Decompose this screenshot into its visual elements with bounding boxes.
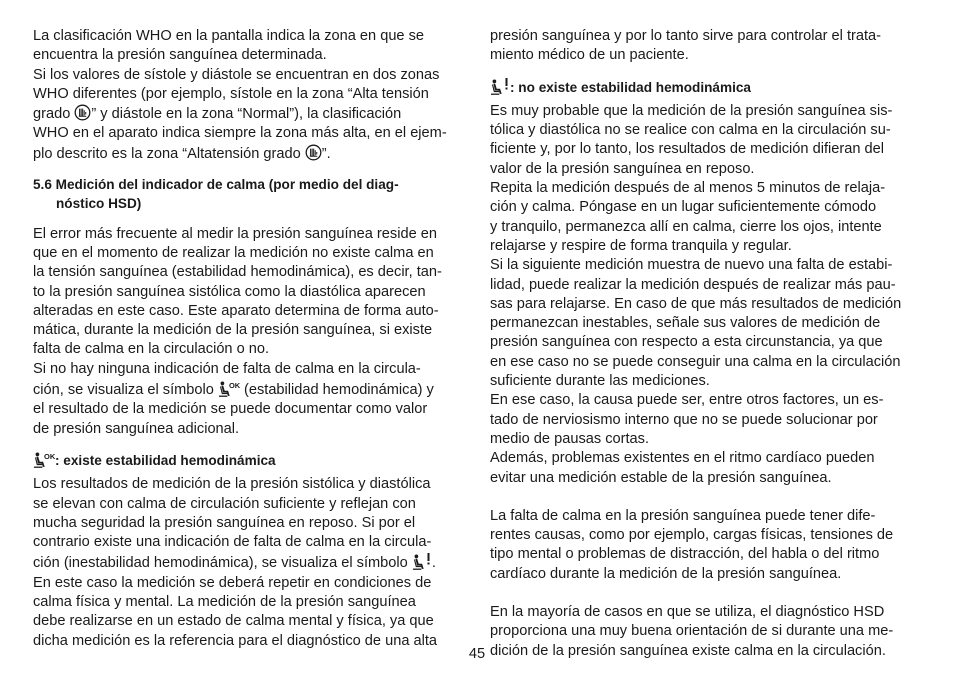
hsd-explanation-paragraph: El error más frecuente al medir la presión sanguínea reside en que en el momento de realizar la medición no existe calma en la tensión sanguínea (estabilidad hemodinámica), es decir, tan- to la presión sanguínea sistólica como la diastólica aparecen alteradas en este caso. Este aparato determina de forma auto- mática, durante la medición de la presión sanguínea, si existe falta de calma en la circulación o no. Si no hay ninguna indicación de falta de calma en la circula- ción, se visualiza el símbolo OK (estabilidad hemodinámica) y el resultado de la medición se puede documentar como valor de presión sanguínea adicional.	[33, 225, 442, 437]
exclamation-icon	[504, 78, 509, 90]
stability-ok-icon: OK	[33, 450, 55, 468]
no-stability-paragraph: Es muy probable que la medición de la presión sanguínea sis- tólica y diastólica no se realice con calma en la circulación su- ficiente y, por lo tanto, los resultados de medición difieran del valor de la presión sanguínea en reposo. Repita la medición después de al menos 5 minutos de relaja- ción y calma. Póngase en un lugar suficientemente cómodo y tranquilo, permanezca allí en calma, cierre los ojos, intente relajarse y respire de forma tranquila y regular. Si la siguiente medición muestra de nuevo una falta de estabi- lidad, puede realizar la medición después de realizar más pau- sas para relajarse. En caso de que más resultados de medición permanezcan inestables, señale sus valores de medición de presión sanguínea con respecto a esta circunstancia, ya que en ese caso no se puede conseguir una calma en la circulación suficiente durante las mediciones. En ese caso, la causa puede ser, entre otros factores, un es- tado de nerviosismo interno que no se puede solucionar por medio de pausas cortas. Además, problemas existentes en el ritmo cardíaco pueden evitar una medición estable de la presión sanguínea.	[490, 102, 902, 486]
right-column	[490, 27, 920, 661]
continuation-paragraph: presión sanguínea y por lo tanto sirve para controlar el trata- miento médico de un paciente.	[490, 28, 882, 64]
who-grade-icon	[74, 104, 91, 121]
instability-icon	[412, 552, 432, 570]
page-number: 45	[468, 646, 486, 662]
section-heading-5-6: 5.6 Medición del indicador de calma (por medio del diag- nóstico HSD)	[33, 177, 399, 212]
hsd-conclusion-paragraph: En la mayoría de casos en que se utiliza, el diagnóstico HSD proporciona una muy buena orientación de si durante una me- dición de la presión sanguínea existe calma en la circulación.	[490, 604, 894, 659]
instability-icon	[490, 77, 510, 95]
who-classification-paragraph: La clasificación WHO en la pantalla indica la zona en que se encuentra la presión sanguínea determinada. Si los valores de sístole y diástole se encuentran en dos zonas WHO diferentes (por ejemplo, sístole en la zona “Alta tensión grado ” y diástole en la zona “Normal”), la clasificación WHO en el aparato indica siempre la zona más alta, en el ejem- plo descrito es la zona “Altatensión grado ”.	[33, 28, 447, 162]
exclamation-icon	[426, 553, 431, 565]
stability-ok-paragraph: Los resultados de medición de la presión sistólica y diastólica se elevan con calma de circulación suficiente y reflejan con mucha seguridad la presión sanguínea en reposo. Si por el contrario existe una indicación de falta de calma en la circula- ción (inestabilidad hemodinámica), se visualiza el símbolo . En este caso la medición se deberá repetir en condiciones de calma física y mental. La medición de la presión sanguínea debe realizarse en un estado de calma mental y física, ya que dicha medición es la referencia para el diagnóstico de una alta	[33, 476, 438, 649]
subheading-no-stability: : no existe estabilidad hemodinámica	[490, 77, 920, 97]
stability-ok-icon: OK	[218, 379, 240, 397]
left-column	[33, 27, 463, 651]
who-grade-icon	[305, 144, 322, 161]
causes-paragraph: La falta de calma en la presión sanguínea puede tener dife- rentes causas, como por ejemplo, cargas físicas, tensiones de tipo mental o problemas de distracción, del habla o del ritmo cardíaco durante la medición de la presión sanguínea.	[490, 507, 894, 582]
subheading-stability-ok: OK : existe estabilidad hemodinámica	[33, 450, 463, 470]
